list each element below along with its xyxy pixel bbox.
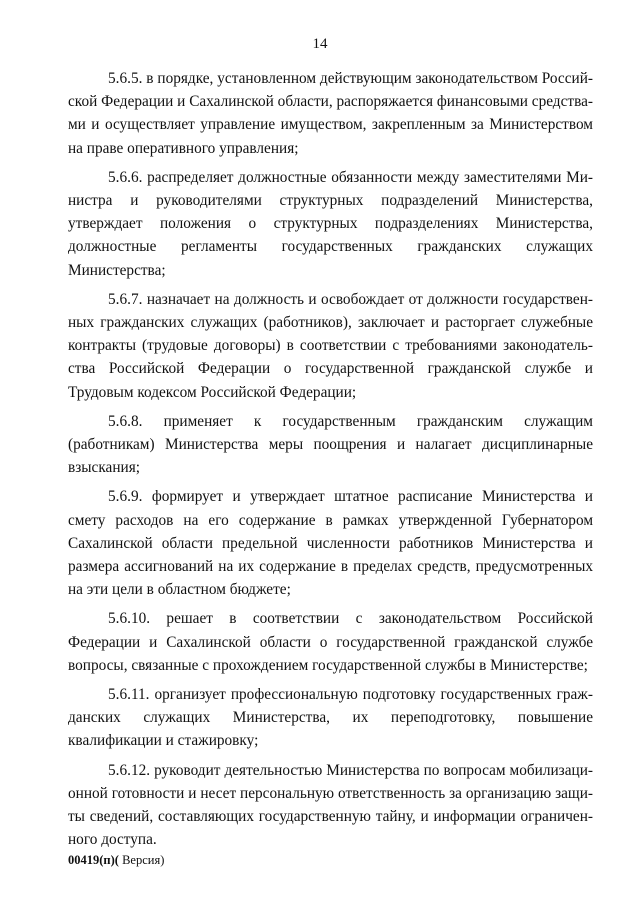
paragraph-5-6-12: 5.6.12. руководит деятельностью Министерства по вопросам мобилизационной готовности и несет персональную ответственность за организацию защиты сведений, составляющих государственную тайну, и информации ограниченного доступа. xyxy=(68,761,593,849)
document-code: 00419(п)( xyxy=(68,853,119,867)
document-version: Версия) xyxy=(118,853,165,867)
document-footer xyxy=(68,853,164,868)
document-body xyxy=(68,67,593,858)
paragraph-5-6-6: 5.6.6. распределяет должностные обязанности между заместителями Министра и руководителями структурных подразделений Министерства, утверждает положения о структурных подразделениях Министерства, должностные регламенты государственных гражданских служащих Министерства; xyxy=(68,168,593,279)
paragraph-5-6-5: 5.6.5. в порядке, установленном действующим законодательством Российской Федерации и Сахалинской области, распоряжается финансовыми средствами и осуществляет управление имуществом, закрепленным за Министерством на праве оперативного управления; xyxy=(68,70,593,157)
paragraph-5-6-11: 5.6.11. организует профессиональную подготовку государственных гражданских служащих Министерства, их переподготовку, повышение квалификации и стажировку; xyxy=(68,686,593,750)
paragraph-5-6-10: 5.6.10. решает в соответствии с законодательством Российской Федерации и Сахалинской области о государственной гражданской службе вопросы, связанные с прохождением государственной службы в Министерстве; xyxy=(68,610,593,674)
page-number: 14 xyxy=(312,36,328,52)
paragraph-5-6-9: 5.6.9. формирует и утверждает штатное расписание Министерства и смету расходов на его содержание в рамках утвержденной Губернатором Сахалинской области предельной численности работников Министерства и размера ассигнований на их содержание в пределах средств, предусмотренных на эти цели в областном бюджете; xyxy=(68,488,593,599)
paragraph-5-6-8: 5.6.8. применяет к государственным гражданским служащим (работникам) Министерства меры поощрения и налагает дисциплинарные взыскания; xyxy=(68,412,593,477)
paragraph-5-6-7: 5.6.7. назначает на должность и освобождает от должности государственных гражданских служащих (работников), заключает и расторгает служебные контракты (трудовые договоры) в соответствии с требованиями законодательства Российской Федерации о государственной гражданской службе и Трудовым кодексом Российской Федерации; xyxy=(68,290,593,401)
